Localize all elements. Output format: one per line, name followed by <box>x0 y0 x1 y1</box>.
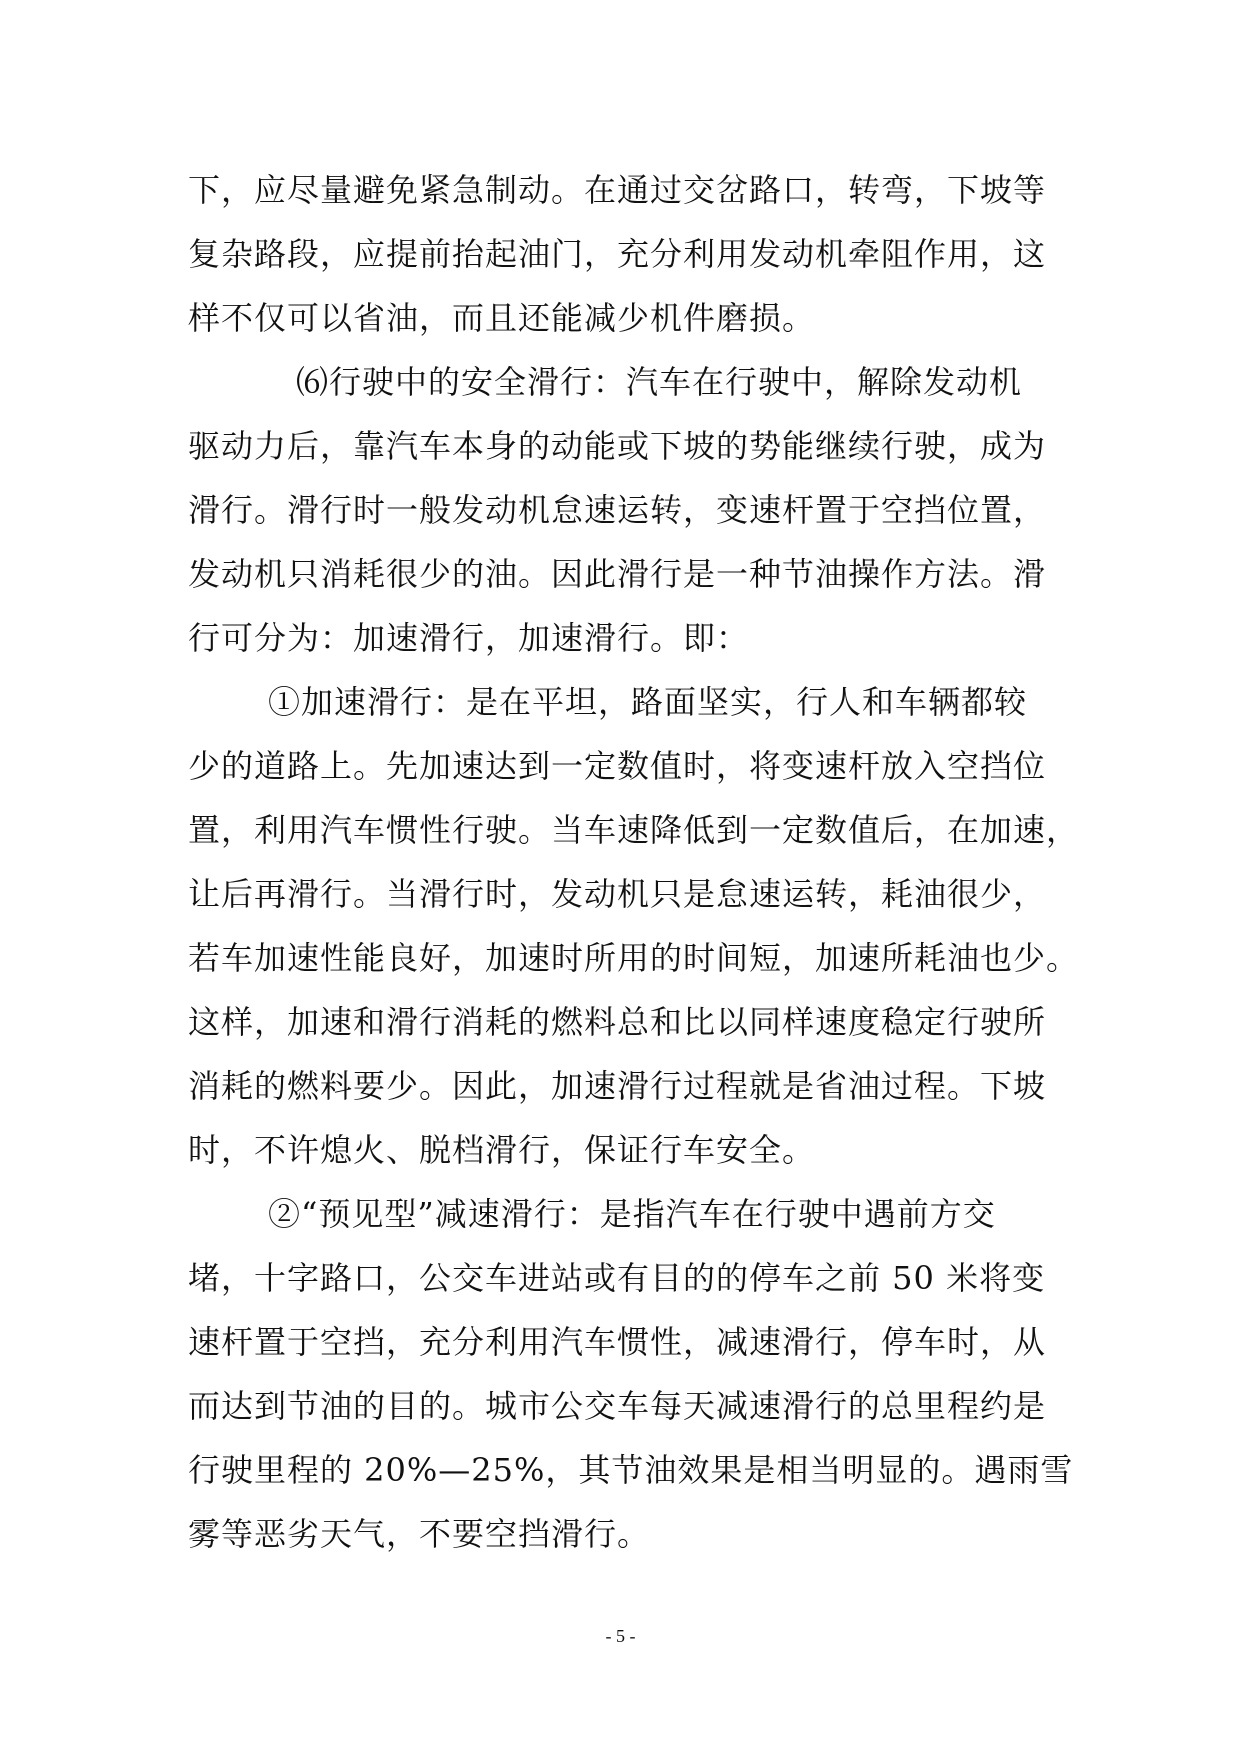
text-line: 滑行。滑行时一般发动机怠速运转，变速杆置于空挡位置， <box>188 491 1047 529</box>
text-line: 驱动力后，靠汽车本身的动能或下坡的势能继续行驶，成为 <box>188 427 1047 465</box>
text-line: 速杆置于空挡，充分利用汽车惯性，减速滑行，停车时，从 <box>188 1323 1047 1361</box>
text-line: ①加速滑行：是在平坦，路面坚实，行人和车辆都较 <box>268 683 1028 721</box>
text-line: 而达到节油的目的。城市公交车每天减速滑行的总里程约是 <box>188 1387 1047 1425</box>
body-text <box>188 158 1080 1566</box>
text-line: 复杂路段，应提前抬起油门，充分利用发动机牵阻作用，这 <box>188 235 1047 273</box>
text-line: 堵，十字路口，公交车进站或有目的的停车之前 50 米将变 <box>188 1259 1046 1297</box>
paragraph-predictive-deceleration <box>188 1182 1074 1566</box>
text-line: ②“预见型”减速滑行：是指汽车在行驶中遇前方交 <box>268 1195 996 1233</box>
text-line: 少的道路上。先加速达到一定数值时，将变速杆放入空挡位 <box>188 747 1047 785</box>
text-line: 让后再滑行。当滑行时，发动机只是怠速运转，耗油很少， <box>188 875 1047 913</box>
text-line: 行可分为：加速滑行，加速滑行。即： <box>188 619 750 657</box>
text-line: 时，不许熄火、脱档滑行，保证行车安全。 <box>188 1131 816 1169</box>
text-line: 下，应尽量避免紧急制动。在通过交岔路口，转弯，下坡等 <box>188 171 1047 209</box>
text-line: 消耗的燃料要少。因此，加速滑行过程就是省油过程。下坡 <box>188 1067 1047 1105</box>
text-line: 若车加速性能良好，加速时所用的时间短，加速所耗油也少。 <box>188 939 1080 977</box>
text-line: ⑹行驶中的安全滑行：汽车在行驶中，解除发动机 <box>296 363 1023 401</box>
text-line: 发动机只消耗很少的油。因此滑行是一种节油操作方法。滑 <box>188 555 1047 593</box>
paragraph-safe-coasting <box>188 350 1053 670</box>
text-line: 雾等恶劣天气，不要空挡滑行。 <box>188 1515 651 1553</box>
text-line: 置，利用汽车惯性行驶。当车速降低到一定数值后，在加速， <box>188 811 1080 849</box>
paragraph-acceleration-coasting <box>188 670 1080 1182</box>
text-line: 样不仅可以省油，而且还能减少机件磨损。 <box>188 299 816 337</box>
paragraph-continuation <box>188 158 1053 350</box>
text-line: 行驶里程的 20%—25%，其节油效果是相当明显的。遇雨雪 <box>188 1451 1074 1489</box>
page-number: - 5 - <box>605 1626 636 1646</box>
text-line: 这样，加速和滑行消耗的燃料总和比以同样速度稳定行驶所 <box>188 1003 1047 1041</box>
